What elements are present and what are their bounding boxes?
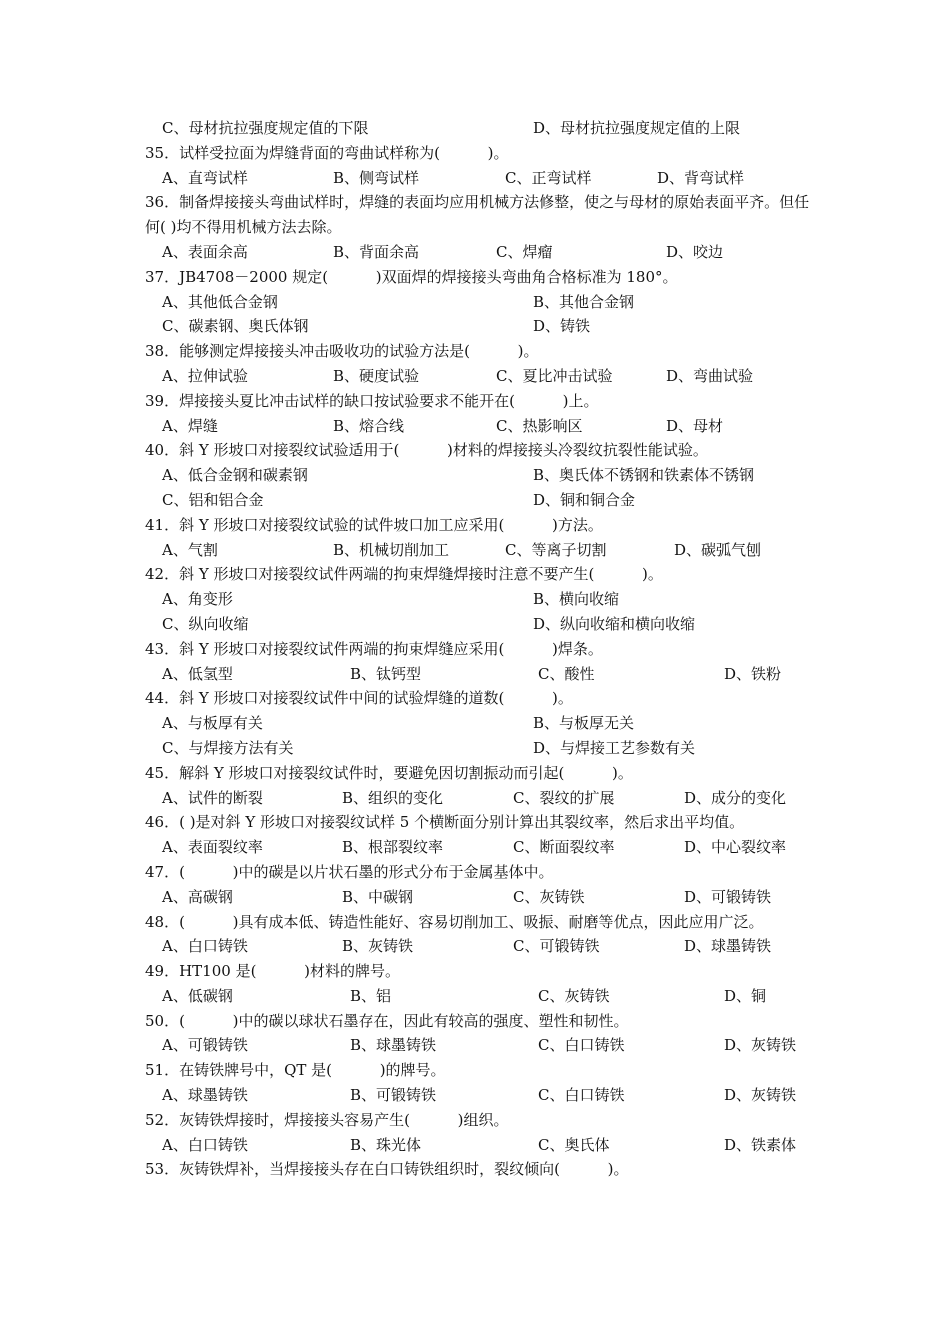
answer-option: D、铁素体 — [724, 1135, 797, 1154]
question-text: 46．( )是对斜 Y 形坡口对接裂纹试样 5 个横断面分别计算出其裂纹率，然后求出平均值。 — [145, 813, 745, 832]
answer-option: C、灰铸铁 — [513, 887, 585, 906]
answer-option: B、灰铸铁 — [342, 937, 414, 956]
answer-option: C、与焊接方法有关 — [162, 738, 294, 757]
answer-option: A、低碳钢 — [162, 986, 233, 1005]
question-text: 43．斜 Y 形坡口对接裂纹试件两端的拘束焊缝应采用( )焊条。 — [145, 639, 603, 658]
document-page — [0, 116, 950, 1182]
answer-option: C、白口铸铁 — [538, 1086, 625, 1105]
answer-option: B、根部裂纹率 — [342, 838, 444, 857]
answer-option: B、可锻铸铁 — [350, 1086, 437, 1105]
answer-option: C、热影响区 — [496, 416, 583, 435]
answer-option: A、球墨铸铁 — [162, 1086, 248, 1105]
answer-option: C、碳素钢、奥氏体钢 — [162, 317, 309, 336]
answer-option: A、其他低合金钢 — [162, 292, 278, 311]
answer-option: D、中心裂纹率 — [684, 838, 787, 857]
question-text: 44．斜 Y 形坡口对接裂纹试件中间的试验焊缝的道数( )。 — [145, 689, 573, 708]
question-text: 36．制备焊接接头弯曲试样时，焊缝的表面均应用机械方法修整，使之与母材的原始表面平齐。但任何( )均不得用机械方法去除。 — [145, 193, 810, 237]
option-row — [0, 414, 950, 439]
option-row — [0, 1033, 950, 1058]
question-text: 40．斜 Y 形坡口对接裂纹试验适用于( )材料的焊接接头冷裂纹抗裂性能试验。 — [145, 441, 708, 460]
answer-option: A、气割 — [162, 540, 218, 559]
option-row — [0, 934, 950, 959]
answer-option: D、母材 — [666, 416, 724, 435]
question-text: 51．在铸铁牌号中，QT 是( )的牌号。 — [145, 1061, 446, 1080]
question-text: 53．灰铸铁焊补，当焊接接头存在白口铸铁组织时，裂纹倾向( )。 — [145, 1160, 629, 1179]
question-text: 38．能够测定焊接接头冲击吸收功的试验方法是( )。 — [145, 342, 539, 361]
answer-option: A、表面余高 — [162, 242, 248, 261]
question-text: 50．( )中的碳以球状石墨存在，因此有较高的强度、塑性和韧性。 — [145, 1011, 629, 1030]
option-row — [0, 1133, 950, 1158]
answer-option: C、裂纹的扩展 — [513, 788, 615, 807]
option-row — [0, 240, 950, 265]
answer-option: D、弯曲试验 — [666, 366, 754, 385]
question-text: 42．斜 Y 形坡口对接裂纹试件两端的拘束焊缝焊接时注意不要产生( )。 — [145, 565, 663, 584]
answer-option: D、成分的变化 — [684, 788, 787, 807]
answer-option: B、侧弯试样 — [333, 168, 420, 187]
answer-option: A、表面裂纹率 — [162, 838, 263, 857]
answer-option: D、碳弧气刨 — [674, 540, 762, 559]
answer-option: A、白口铸铁 — [162, 937, 248, 956]
answer-option: A、试件的断裂 — [162, 788, 263, 807]
answer-option: B、奥氏体不锈钢和铁素体不锈钢 — [533, 466, 755, 485]
answer-option: D、铜和铜合金 — [533, 490, 636, 509]
question-text: 47．( )中的碳是以片状石墨的形式分布于金属基体中。 — [145, 862, 554, 881]
answer-option: D、铜 — [724, 986, 767, 1005]
answer-option: C、白口铸铁 — [538, 1036, 625, 1055]
answer-option: B、球墨铸铁 — [350, 1036, 437, 1055]
answer-option: B、铝 — [350, 986, 392, 1005]
option-row — [0, 290, 950, 315]
answer-option: C、焊瘤 — [496, 242, 553, 261]
answer-option: A、低氢型 — [162, 664, 233, 683]
option-row — [0, 612, 950, 637]
answer-option: D、铁粉 — [724, 664, 782, 683]
answer-option: A、焊缝 — [162, 416, 218, 435]
question-text: 52．灰铸铁焊接时，焊接接头容易产生( )组织。 — [145, 1110, 509, 1129]
answer-option: B、机械切削加工 — [333, 540, 450, 559]
question-text: 37．JB4708－2000 规定( )双面焊的焊接接头弯曲角合格标准为 180°。 — [145, 267, 678, 286]
question-text: 35．试样受拉面为焊缝背面的弯曲试样称为( )。 — [145, 143, 509, 162]
option-row — [0, 984, 950, 1009]
answer-option: D、可锻铸铁 — [684, 887, 772, 906]
option-row — [0, 166, 950, 191]
answer-option: C、灰铸铁 — [538, 986, 610, 1005]
answer-option: A、可锻铸铁 — [162, 1036, 248, 1055]
answer-option: B、熔合线 — [333, 416, 405, 435]
answer-option: D、灰铸铁 — [724, 1086, 797, 1105]
question-text: 41．斜 Y 形坡口对接裂纹试验的试件坡口加工应采用( )方法。 — [145, 515, 603, 534]
answer-option: D、纵向收缩和横向收缩 — [533, 614, 696, 633]
answer-option: C、可锻铸铁 — [513, 937, 600, 956]
option-row — [0, 488, 950, 513]
answer-option: A、白口铸铁 — [162, 1135, 248, 1154]
answer-option: A、高碳钢 — [162, 887, 233, 906]
answer-option: C、奥氏体 — [538, 1135, 610, 1154]
answer-option: A、角变形 — [162, 590, 233, 609]
answer-option: D、背弯试样 — [657, 168, 745, 187]
option-row — [0, 116, 950, 141]
option-row — [0, 711, 950, 736]
option-row — [0, 662, 950, 687]
answer-option: C、正弯试样 — [505, 168, 592, 187]
answer-option: C、纵向收缩 — [162, 614, 249, 633]
option-row — [0, 364, 950, 389]
answer-option: D、母材抗拉强度规定值的上限 — [533, 119, 741, 137]
question-text: 49．HT100 是( )材料的牌号。 — [145, 962, 400, 981]
answer-option: A、拉伸试验 — [162, 366, 248, 385]
answer-option: B、横向收缩 — [533, 590, 620, 609]
option-row — [0, 587, 950, 612]
answer-option: B、珠光体 — [350, 1135, 422, 1154]
answer-option: A、与板厚有关 — [162, 714, 263, 733]
answer-option: C、夏比冲击试验 — [496, 366, 613, 385]
option-row — [0, 885, 950, 910]
option-row — [0, 1083, 950, 1108]
answer-option: B、背面余高 — [333, 242, 420, 261]
answer-option: D、与焊接工艺参数有关 — [533, 738, 696, 757]
answer-option: B、其他合金钢 — [533, 292, 635, 311]
answer-option: B、与板厚无关 — [533, 714, 635, 733]
answer-option: D、铸铁 — [533, 317, 591, 336]
option-row — [0, 314, 950, 339]
answer-option: C、断面裂纹率 — [513, 838, 615, 857]
question-text: 48．( )具有成本低、铸造性能好、容易切削加工、吸振、耐磨等优点，因此应用广泛。 — [145, 912, 764, 931]
option-row — [0, 835, 950, 860]
answer-option: C、母材抗拉强度规定值的下限 — [162, 119, 369, 137]
answer-option: A、直弯试样 — [162, 168, 248, 187]
question-text: 45．解斜 Y 形坡口对接裂纹试件时，要避免因切割振动而引起( )。 — [145, 763, 633, 782]
answer-option: B、硬度试验 — [333, 366, 420, 385]
answer-option: C、等离子切割 — [505, 540, 607, 559]
answer-option: C、酸性 — [538, 664, 595, 683]
question-text: 39．焊接接头夏比冲击试样的缺口按试验要求不能开在( )上。 — [145, 391, 599, 410]
answer-option: C、铝和铝合金 — [162, 490, 264, 509]
option-row — [0, 463, 950, 488]
answer-option: B、中碳钢 — [342, 887, 414, 906]
option-row — [0, 538, 950, 563]
answer-option: D、球墨铸铁 — [684, 937, 772, 956]
answer-option: B、组织的变化 — [342, 788, 444, 807]
answer-option: B、钛钙型 — [350, 664, 422, 683]
answer-option: D、灰铸铁 — [724, 1036, 797, 1055]
option-row — [0, 786, 950, 811]
answer-option: A、低合金钢和碳素钢 — [162, 466, 308, 485]
option-row — [0, 736, 950, 761]
answer-option: D、咬边 — [666, 242, 724, 261]
